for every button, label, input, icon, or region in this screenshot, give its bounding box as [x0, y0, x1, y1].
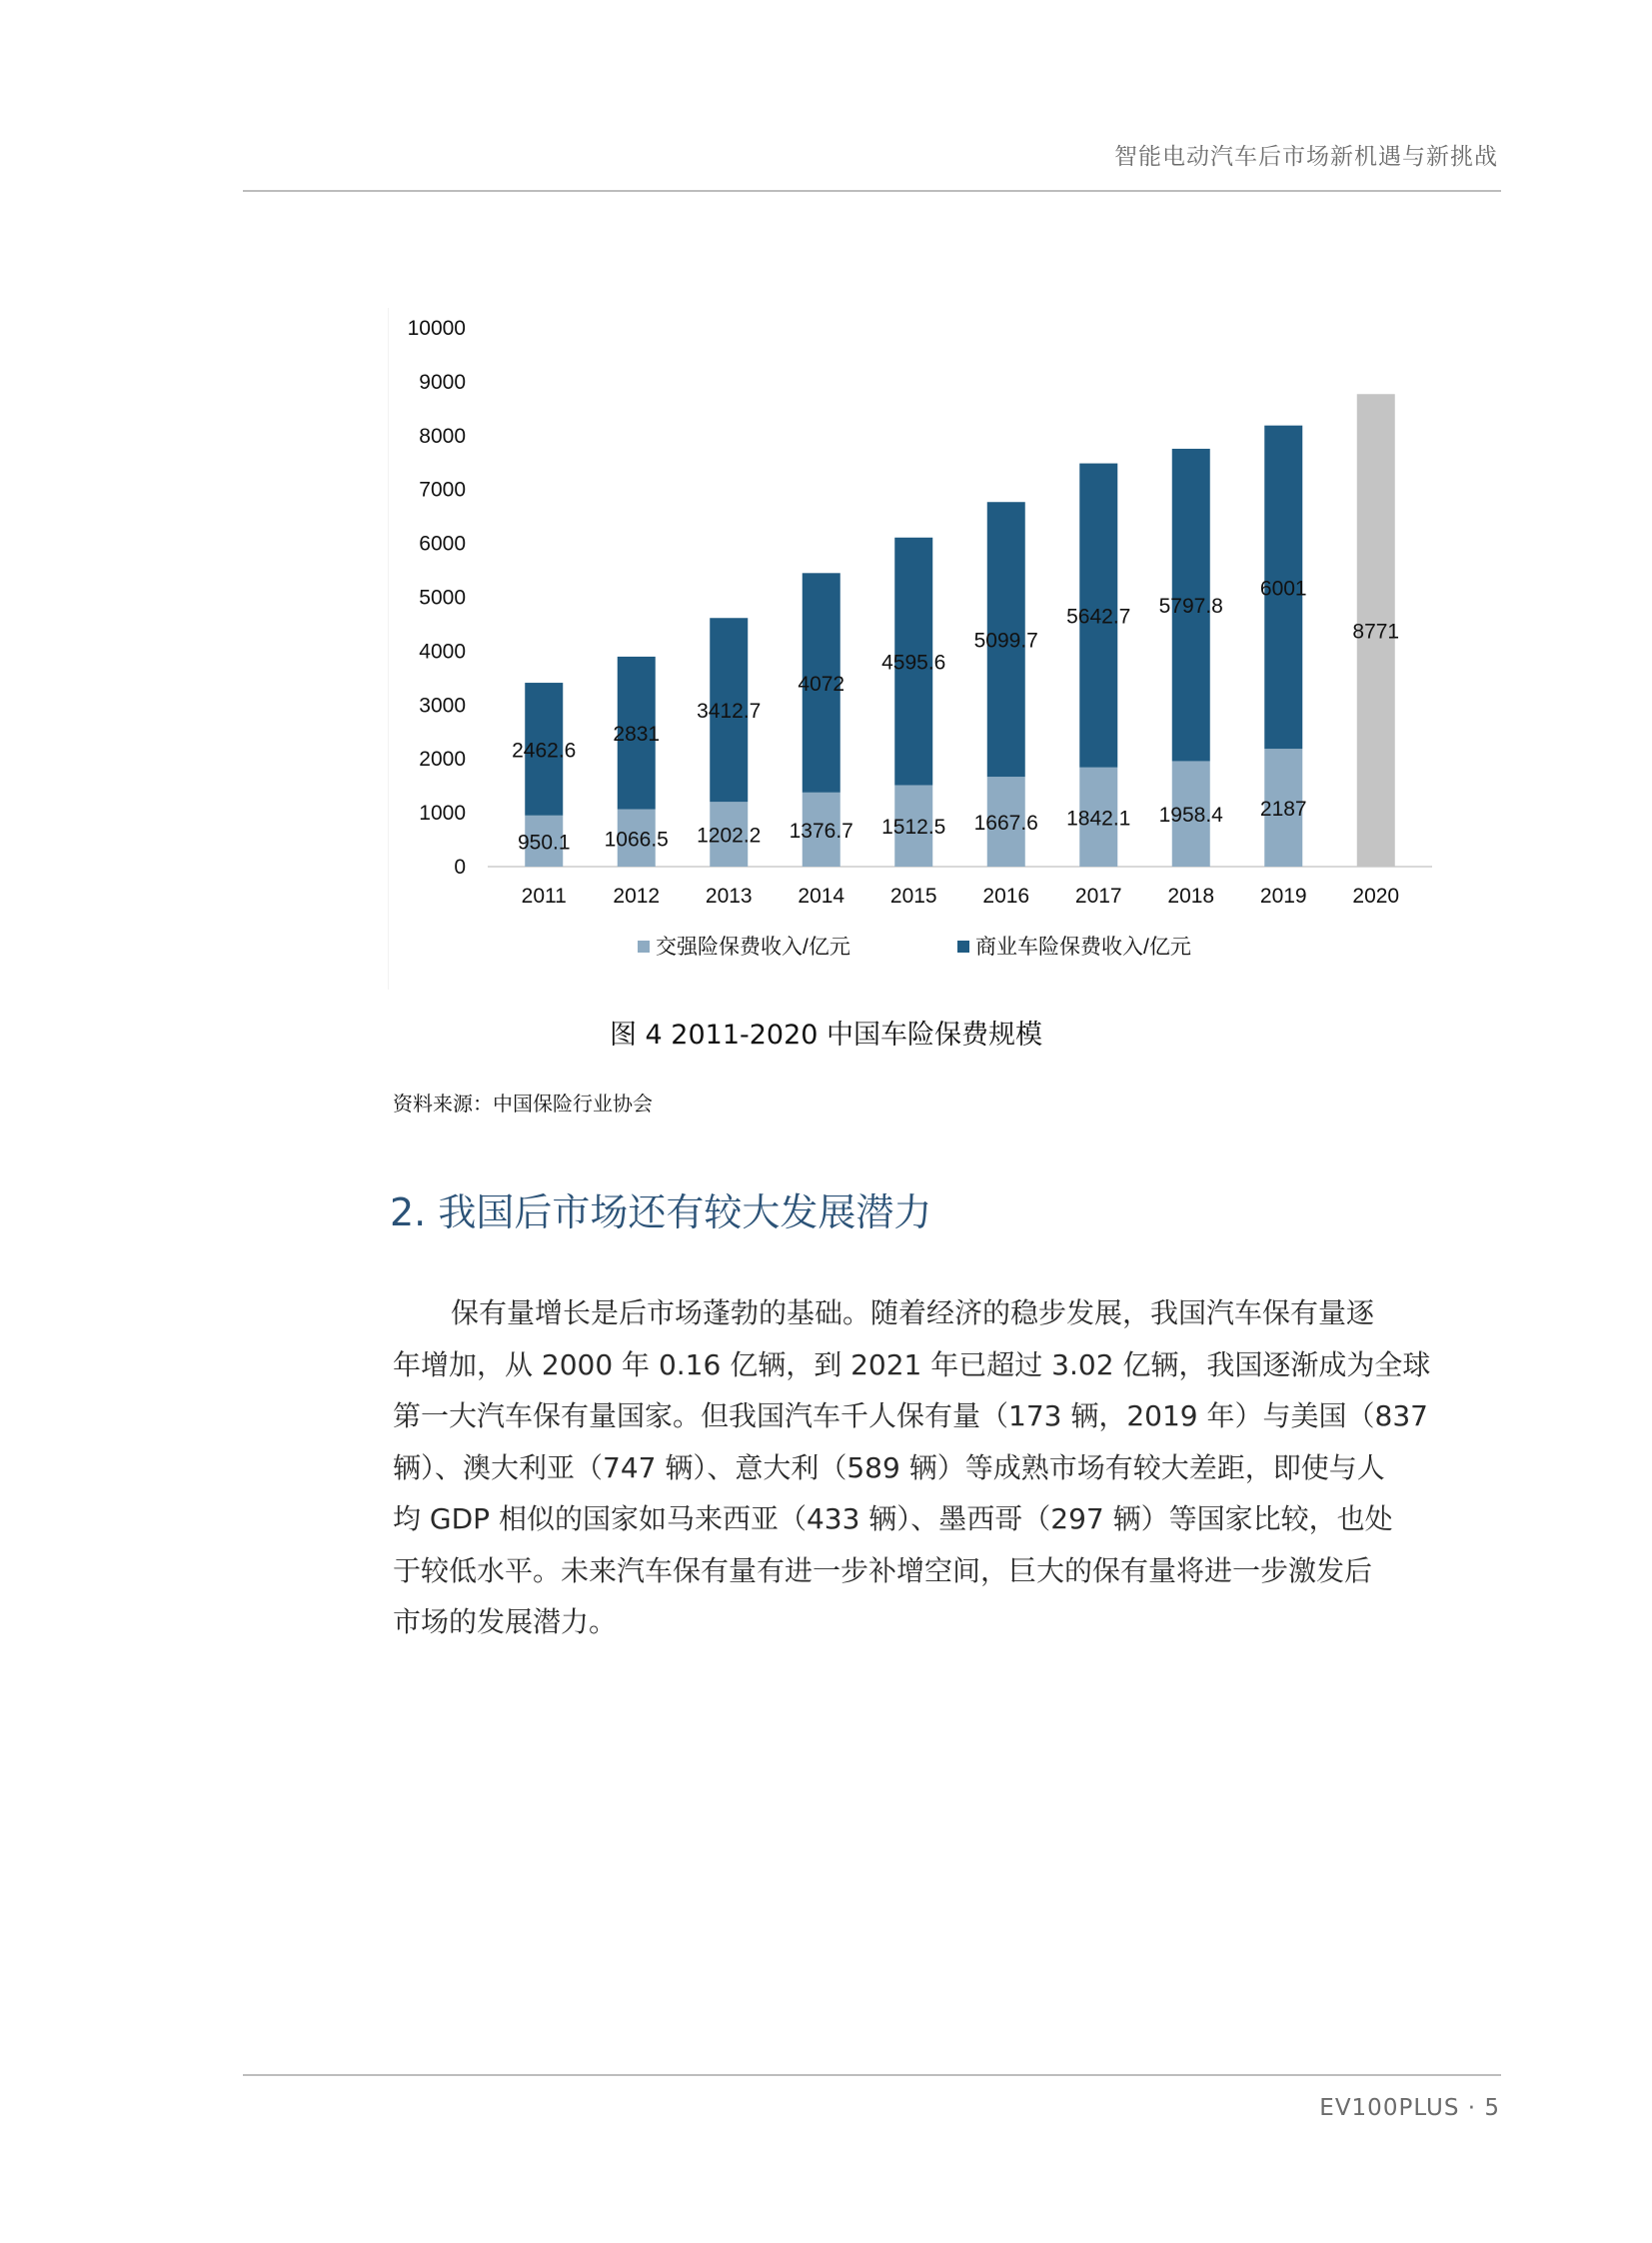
y-tick-label: 0: [454, 856, 466, 879]
y-tick-label: 7000: [419, 478, 466, 502]
x-tick-label: 2011: [521, 885, 567, 908]
x-tick-label: 2020: [1352, 885, 1400, 908]
body-line: 保有量增长是后市场蓬勃的基础。随着经济的稳步发展，我国汽车保有量逐: [451, 1296, 1375, 1329]
body-line: 均 GDP 相似的国家如马来西亚（433 辆）、墨西哥（297 辆）等国家比较，也处: [393, 1502, 1393, 1535]
legend-compulsory-swatch: [638, 941, 650, 953]
x-tick-label: 2016: [982, 885, 1030, 908]
chart-svg: [388, 300, 1437, 990]
legend-compulsory-label: 交强险保费收入/亿元: [656, 936, 850, 959]
data-label-compulsory: 1667.6: [973, 812, 1038, 836]
x-tick-label: 2012: [613, 885, 661, 908]
y-tick-label: 9000: [419, 370, 466, 394]
body-line: 年增加，从 2000 年 0.16 亿辆，到 2021 年已超过 3.02 亿辆，我国逐渐成为全球: [393, 1347, 1431, 1381]
running-header-title: 智能电动汽车后市场新机遇与新挑战: [1114, 144, 1498, 170]
data-label-commercial: 4072: [798, 673, 845, 697]
x-tick-label: 2018: [1167, 885, 1215, 908]
y-tick-label: 1000: [419, 802, 466, 826]
data-label-commercial: 2831: [613, 723, 661, 747]
section-heading: 2. 我国后市场还有较大发展潜力: [390, 1190, 932, 1234]
x-tick-label: 2019: [1259, 885, 1307, 908]
body-line: 辆）、澳大利亚（747 辆）、意大利（589 辆）等成熟市场有较大差距，即使与人: [393, 1450, 1385, 1484]
y-tick-label: 8000: [419, 424, 466, 448]
x-tick-label: 2017: [1074, 885, 1122, 908]
data-label-compulsory: 1376.7: [789, 819, 853, 843]
data-label-compulsory: 1958.4: [1158, 804, 1223, 828]
premium-stacked-bar-chart: [388, 300, 1437, 990]
data-label-compulsory: 950.1: [517, 831, 571, 855]
y-tick-label: 3000: [419, 694, 466, 718]
data-label-commercial: 5099.7: [973, 629, 1038, 653]
body-line: 市场的发展潜力。: [393, 1605, 618, 1638]
data-label-commercial: 5797.8: [1158, 595, 1223, 619]
data-label-commercial: 5642.7: [1066, 605, 1131, 629]
data-label-compulsory: 1842.1: [1066, 807, 1131, 831]
x-tick-label: 2014: [798, 885, 845, 908]
data-label-compulsory: 1202.2: [697, 824, 762, 848]
section-body: [393, 1287, 1431, 1648]
data-label-total: 8771: [1352, 620, 1400, 644]
y-tick-label: 10000: [407, 317, 466, 340]
data-label-compulsory: 1512.5: [881, 816, 946, 840]
figure-caption: 图 4 2011-2020 中国车险保费规模: [609, 1020, 1043, 1051]
data-label-commercial: 3412.7: [697, 700, 762, 724]
body-paragraph: [393, 1287, 1431, 1648]
page-footer: EV100PLUS · 5: [1319, 2095, 1500, 2121]
body-line: 于较低水平。未来汽车保有量有进一步补增空间，巨大的保有量将进一步激发后: [393, 1553, 1373, 1587]
data-label-compulsory: 2187: [1259, 798, 1307, 822]
x-tick-label: 2013: [705, 885, 753, 908]
legend-commercial-label: 商业车险保费收入/亿元: [975, 936, 1191, 959]
legend-commercial-swatch: [957, 941, 969, 953]
body-line: 第一大汽车保有量国家。但我国汽车千人保有量（173 辆，2019 年）与美国（837: [393, 1399, 1428, 1432]
x-tick-label: 2015: [889, 885, 937, 908]
figure-source: 资料来源：中国保险行业协会: [393, 1092, 653, 1116]
data-label-commercial: 4595.6: [881, 651, 946, 675]
y-tick-label: 4000: [419, 640, 466, 664]
y-tick-label: 5000: [419, 586, 466, 610]
data-label-compulsory: 1066.5: [604, 828, 669, 852]
data-label-commercial: 2462.6: [512, 739, 577, 763]
header-divider: [243, 190, 1501, 192]
data-label-commercial: 6001: [1259, 577, 1307, 601]
footer-divider: [243, 2074, 1501, 2076]
y-tick-label: 6000: [419, 532, 466, 556]
y-tick-label: 2000: [419, 748, 466, 772]
